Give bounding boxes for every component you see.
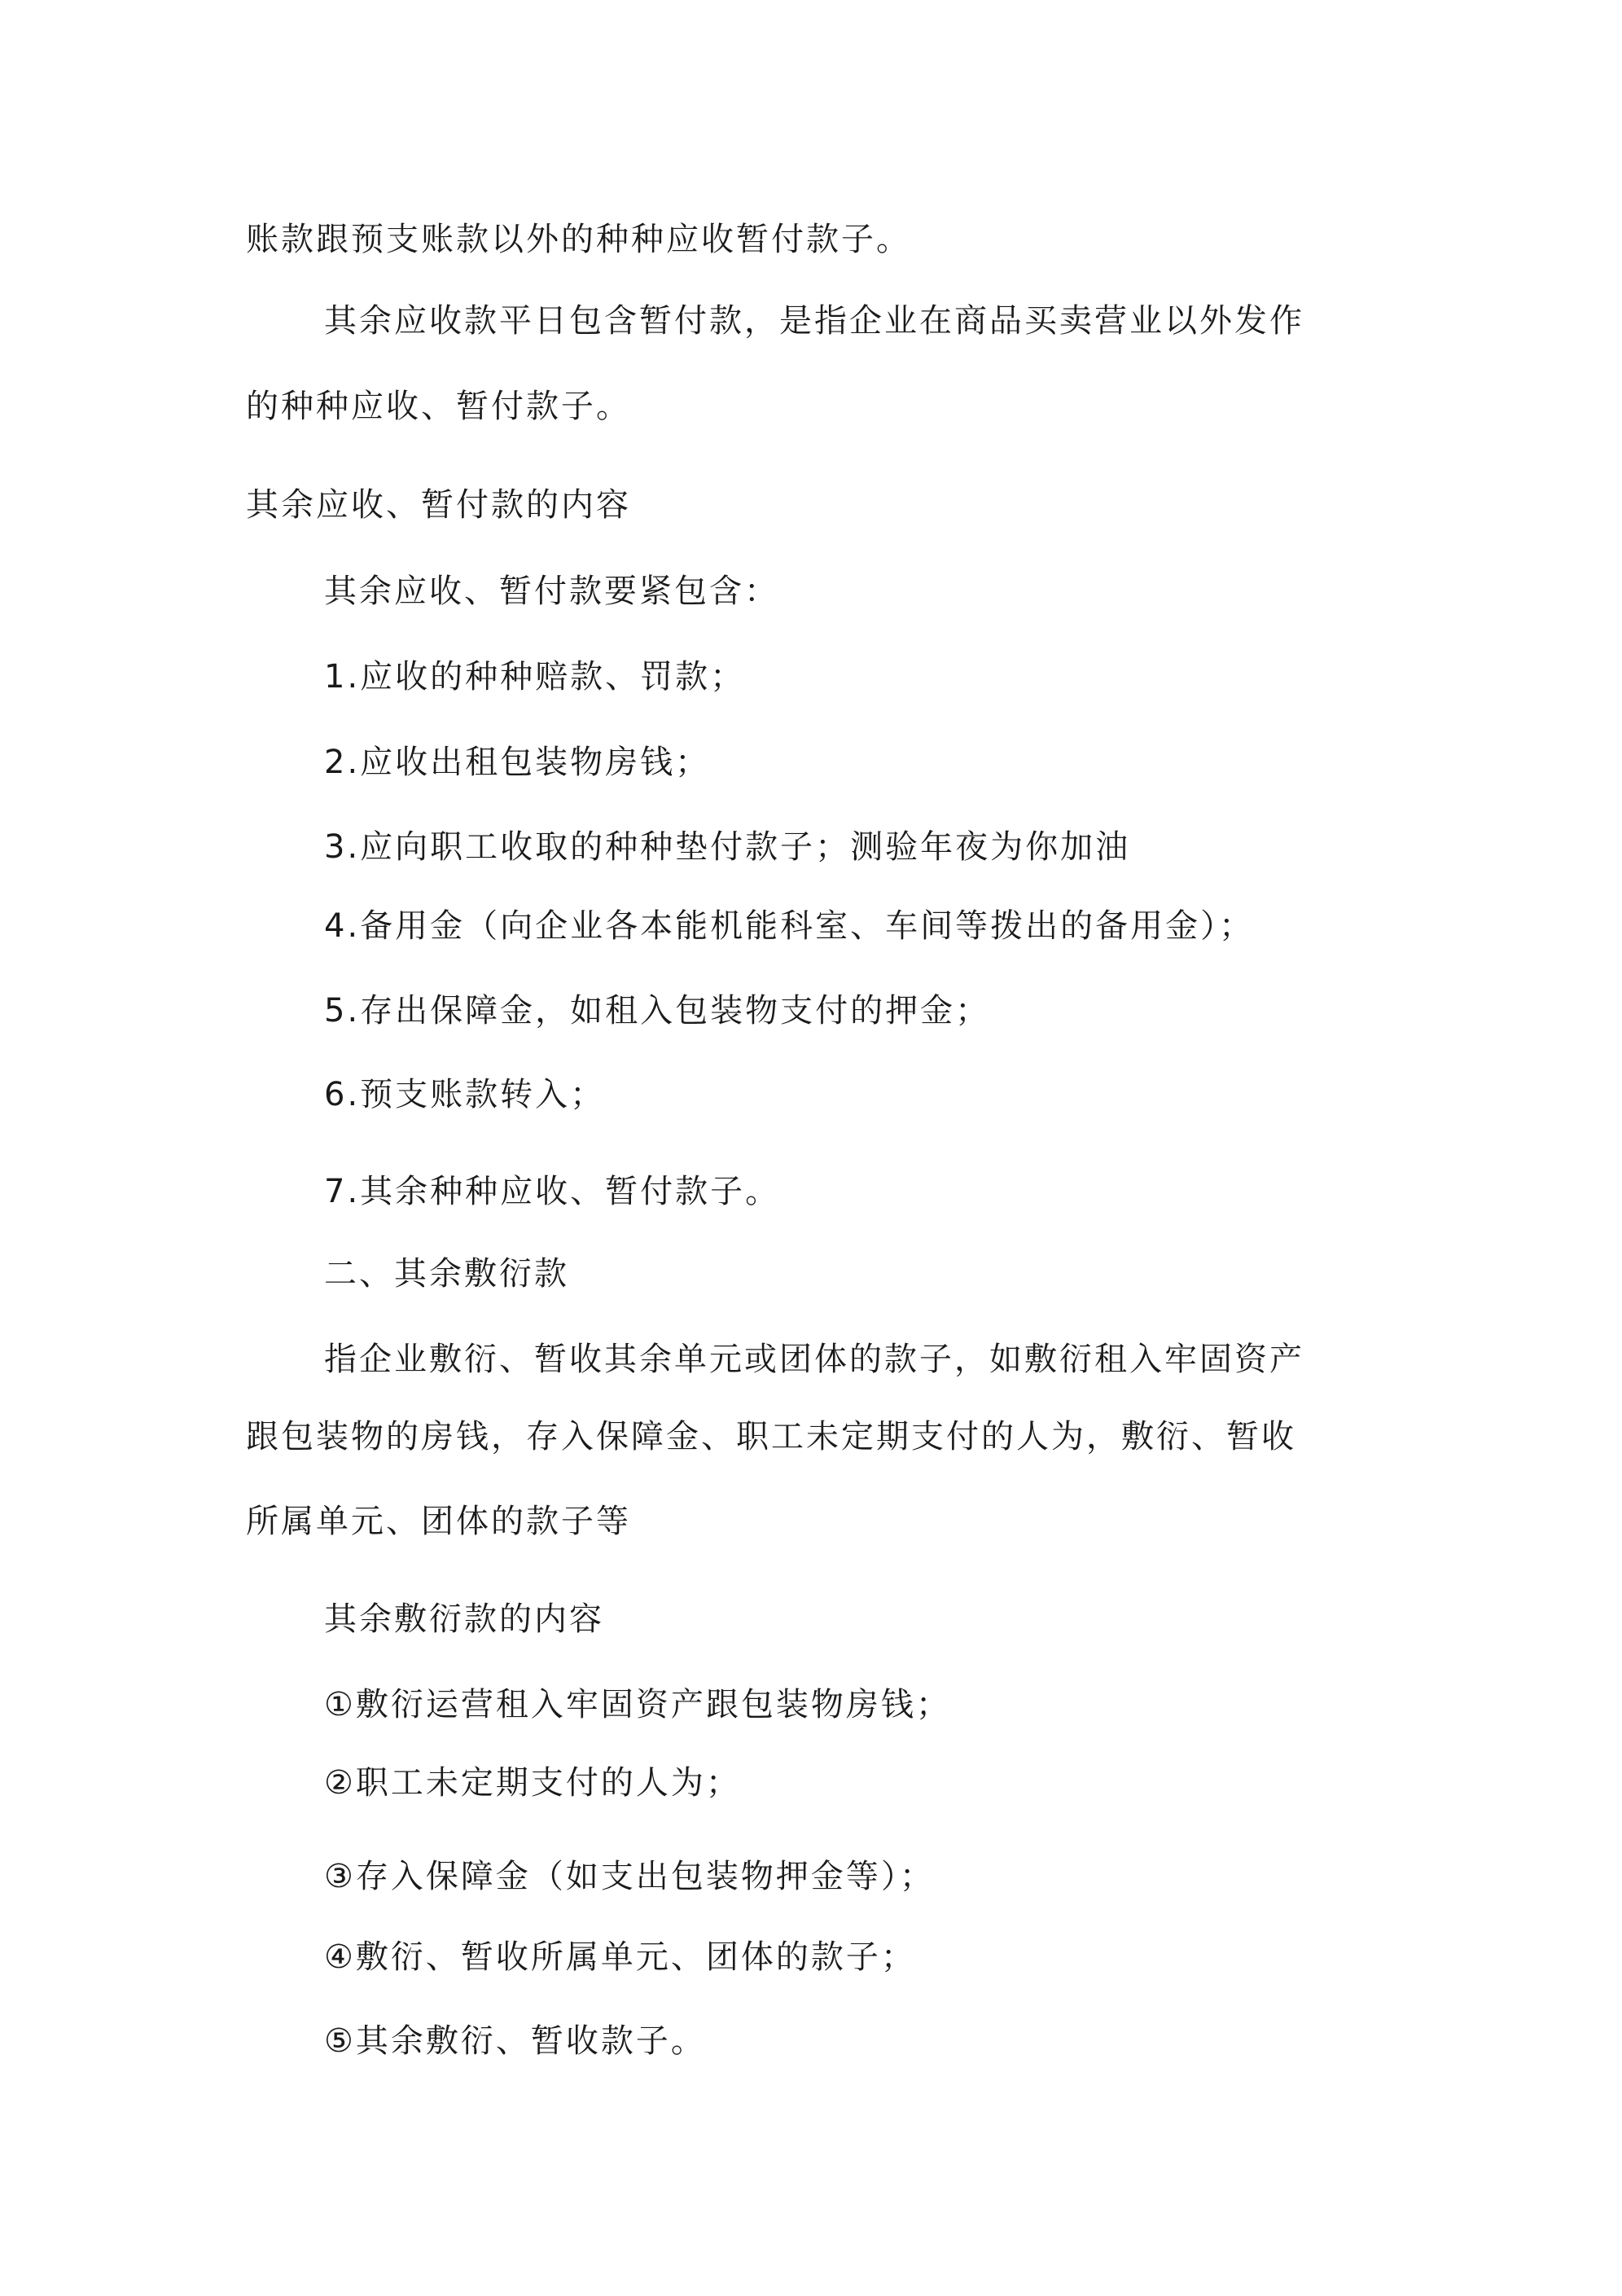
- list-item: ⑤其余敷衍、暂收款子。: [324, 2022, 706, 2060]
- list-item: 6.预支账款转入；: [324, 1076, 606, 1113]
- list-item: 2.应收出租包装物房钱；: [324, 744, 711, 781]
- list-item: ②职工未定期支付的人为；: [324, 1764, 741, 1802]
- paragraph-line: 的种种应收、暂付款子。: [246, 388, 631, 425]
- list-item: ③存入保障金（如支出包装物押金等）；: [324, 1858, 935, 1895]
- list-item: 7.其余种种应收、暂付款子。: [324, 1173, 781, 1210]
- section-heading: 其余敷衍款的内容: [324, 1600, 604, 1638]
- section-heading: 二、其余敷衍款: [324, 1255, 569, 1293]
- list-item: ①敷衍运营租入牢固资产跟包装物房钱；: [324, 1686, 951, 1723]
- list-item: ④敷衍、暂收所属单元、团体的款子；: [324, 1938, 916, 1976]
- paragraph-line: 账款跟预支账款以外的种种应收暂付款子。: [246, 221, 911, 258]
- list-item: 3.应向职工收取的种种垫付款子；测验年夜为你加油: [324, 828, 1131, 866]
- paragraph-line: 指企业敷衍、暂收其余单元或团体的款子，如敷衍租入牢固资产: [324, 1341, 1304, 1378]
- paragraph-line: 其余应收款平日包含暂付款，是指企业在商品买卖营业以外发作: [324, 302, 1304, 340]
- paragraph-line: 跟包装物的房钱，存入保障金、职工未定期支付的人为，敷衍、暂收: [246, 1418, 1296, 1455]
- paragraph-line: 其余应收、暂付款要紧包含：: [324, 573, 779, 610]
- section-heading: 其余应收、暂付款的内容: [246, 486, 631, 524]
- list-item: 1.应收的种种赔款、罚款；: [324, 658, 746, 696]
- list-item: 4.备用金（向企业各本能机能科室、车间等拨出的备用金）；: [324, 907, 1255, 945]
- list-item: 5.存出保障金，如租入包装物支付的押金；: [324, 992, 991, 1029]
- paragraph-line: 所属单元、团体的款子等: [246, 1503, 631, 1540]
